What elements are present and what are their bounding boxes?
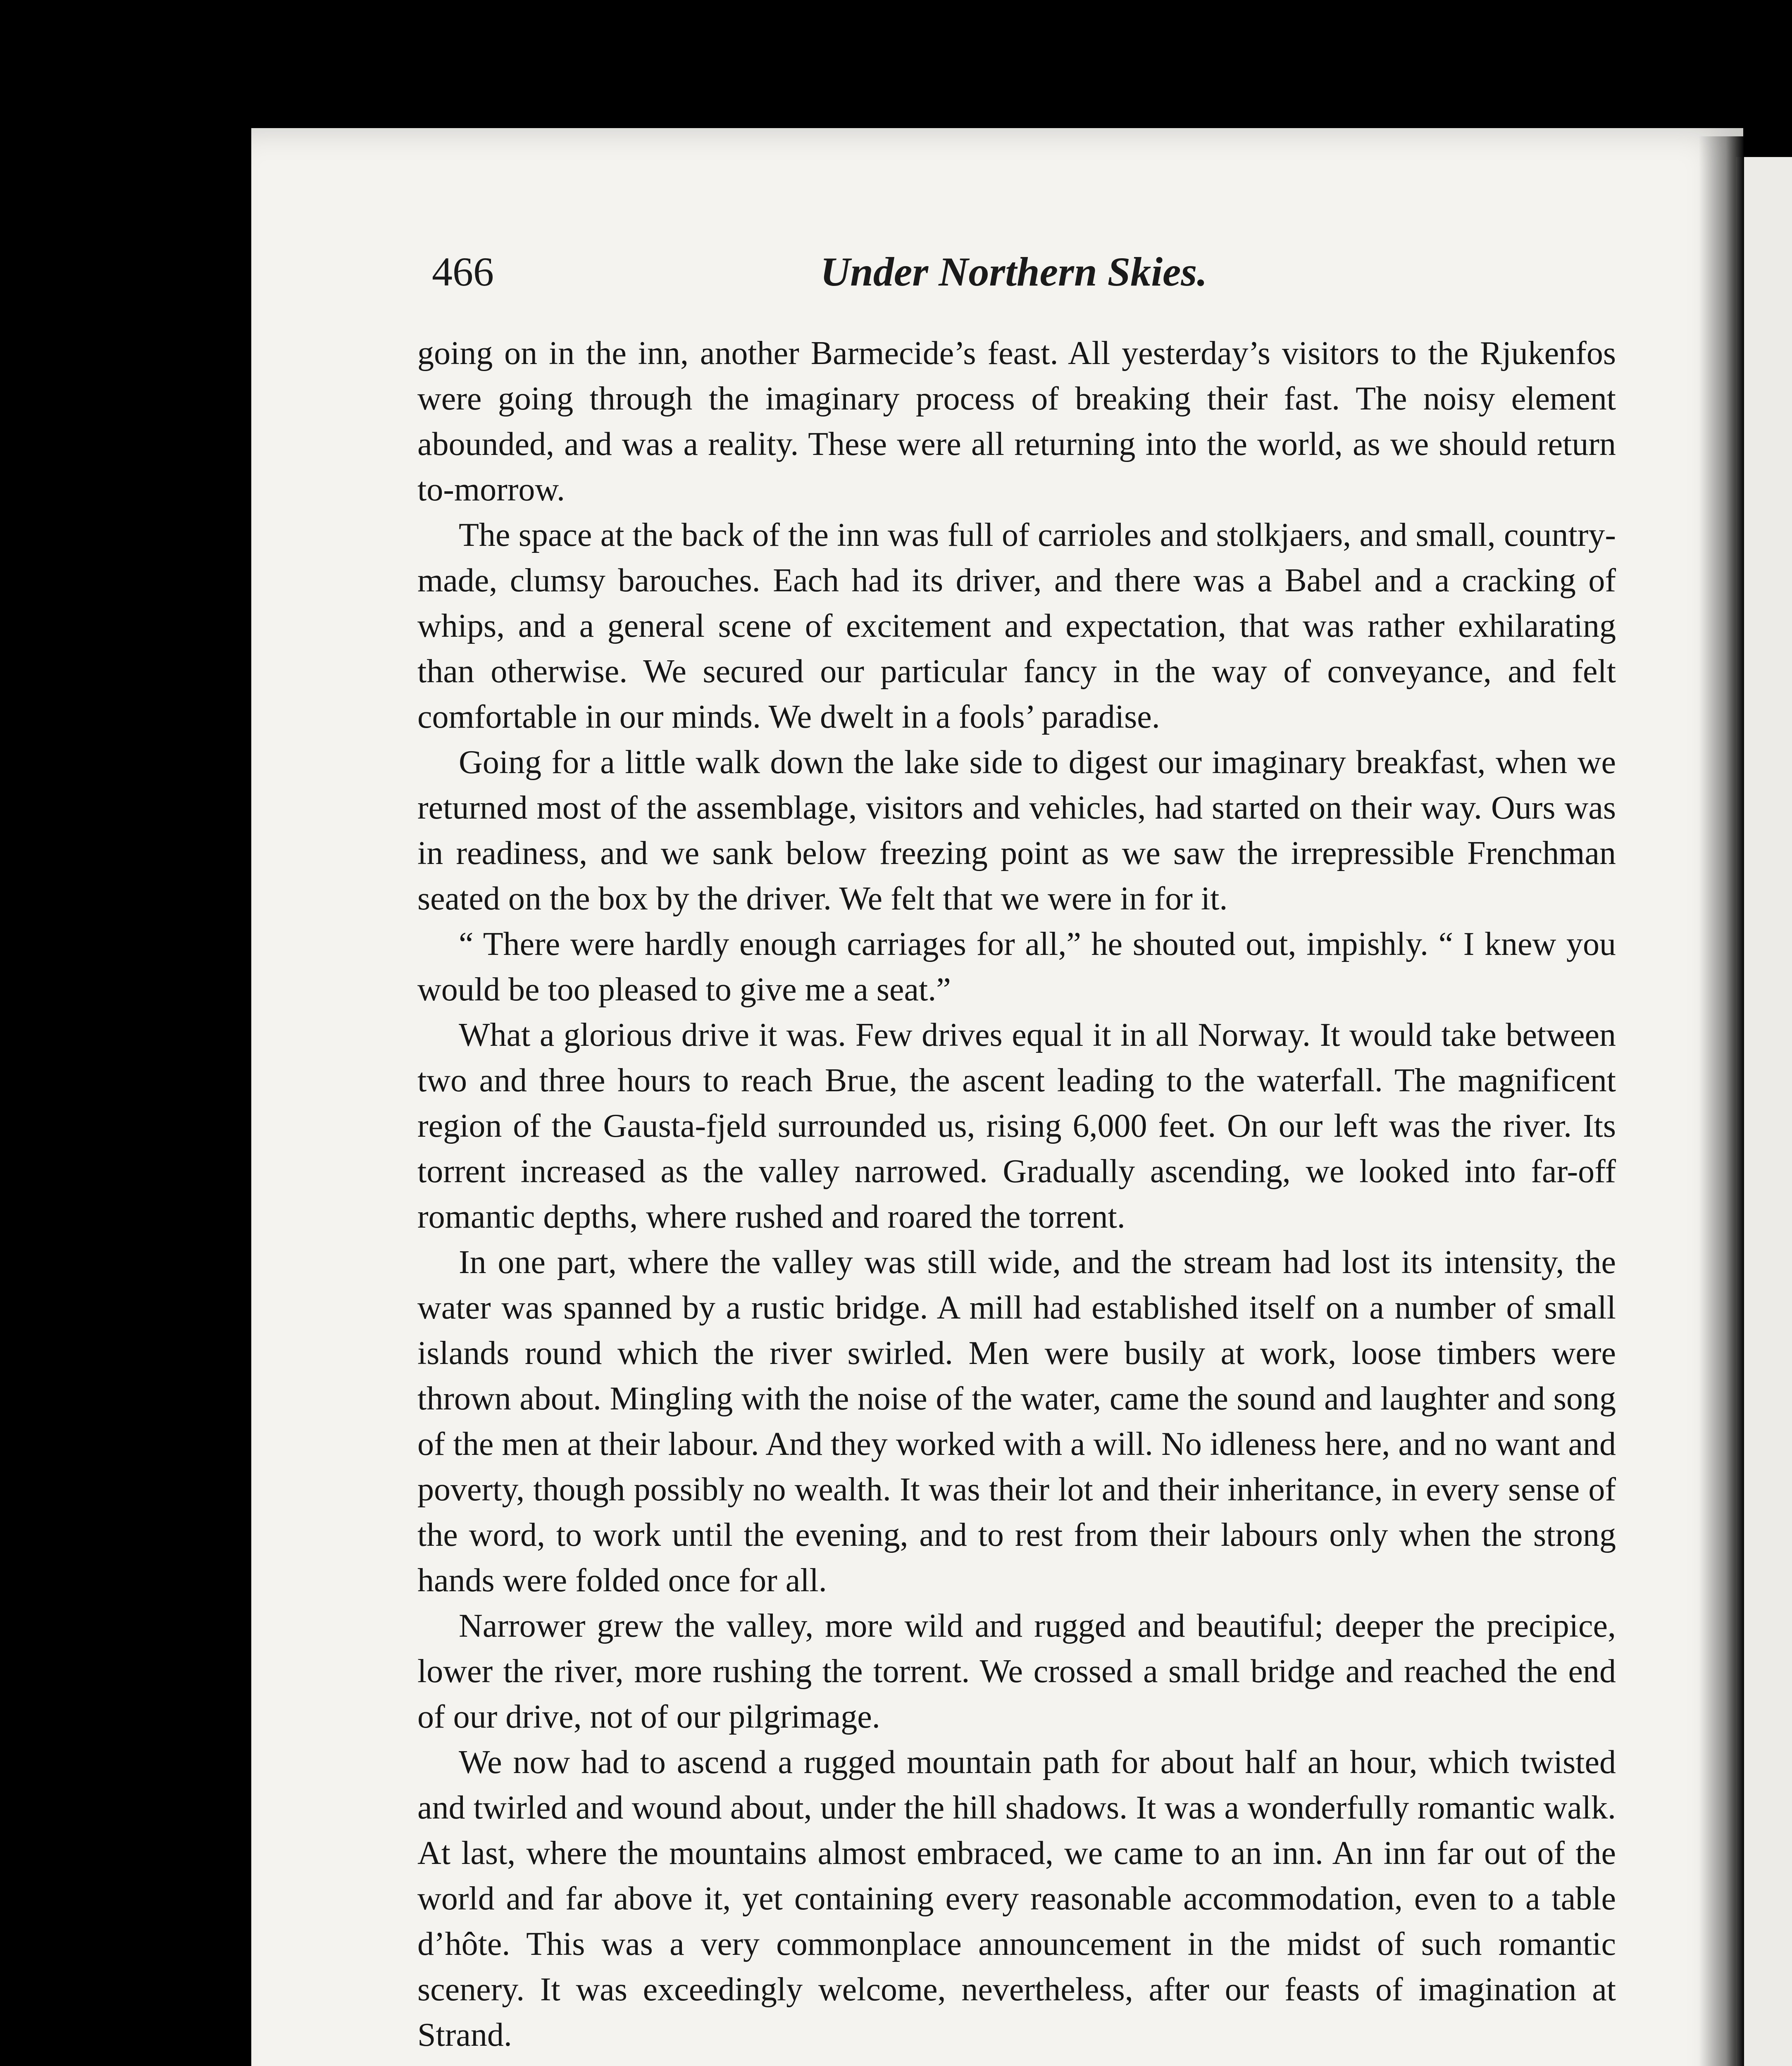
running-title: Under Northern Skies.: [820, 249, 1208, 295]
book-gutter-shadow: [1699, 136, 1744, 2066]
page-header: [432, 248, 1639, 302]
paragraph: “ There were hardly enough carriages for all,” he shouted out, impishly. “ I knew you would be too pleased to give me a seat.”: [417, 926, 1616, 1008]
paragraph: The space at the back of the inn was full of carrioles and stolkjaers, and small, country-made, clumsy barouches. Each had its driver, and there was a Babel and a cracking of whips, and a general scene of excitement and expectation, that was rather exhilarating than otherwise. We secured our particular fancy in the way of conveyance, and felt comfortable in our minds. We dwelt in a fools’ paradise.: [417, 517, 1616, 735]
paragraph: In one part, where the valley was still wide, and the stream had lost its intensity, the water was spanned by a rustic bridge. A mill had established itself on a number of small islands round which the river swirled. Men were busily at work, loose timbers were thrown about. Mingling with the noise of the water, came the sound and laughter and song of the men at their labour. And they worked with a will. No idleness here, and no want and poverty, though possibly no wealth. It was their lot and their inheritance, in every sense of the word, to work until the evening, and to rest from their labours only when the strong hands were folded once for all.: [417, 1244, 1616, 1599]
paragraph: We now had to ascend a rugged mountain path for about half an hour, which twisted and twirled and wound about, under the hill shadows. It was a wonderfully romantic walk. At last, where the mountains almost embraced, we came to an inn. An inn far out of the world and far above it, yet containing every reasonable accommodation, even to a table d’hôte. This was a very commonplace announcement in the midst of such romantic scenery. It was exceedingly welcome, nevertheless, after our feasts of imagination at Strand.: [417, 1744, 1616, 2053]
paragraph: Narrower grew the valley, more wild and rugged and beautiful; deeper the precipice, lower the river, more rushing the torrent. We crossed a small bridge and reached the end of our drive, not of our pilgrimage.: [417, 1608, 1616, 1735]
body-text: [417, 331, 1616, 2058]
paragraph: What a glorious drive it was. Few drives equal it in all Norway. It would take between two and three hours to reach Brue, the ascent leading to the waterfall. The magnificent region of the Gausta-fjeld surrounded us, rising 6,000 feet. On our left was the river. Its torrent increased as the valley narrowed. Gradually ascending, we looked into far-off romantic depths, where rushed and roared the torrent.: [417, 1017, 1616, 1235]
page-number: 466: [432, 249, 494, 295]
paragraph: Going for a little walk down the lake side to digest our imaginary breakfast, when we returned most of the assemblage, visitors and vehicles, had started on their way. Ours was in readiness, and we sank below freezing point as we saw the irrepressible Frenchman seated on the box by the driver. We felt that we were in for it.: [417, 744, 1616, 917]
paragraph: going on in the inn, another Barmecide’s feast. All yesterday’s visitors to the Rjukenfos were going through the imaginary process of breaking their fast. The noisy element abounded, and was a reality. These were all returning into the world, as we should return to-morrow.: [417, 335, 1616, 508]
facing-page-edge: [1736, 157, 1792, 2066]
